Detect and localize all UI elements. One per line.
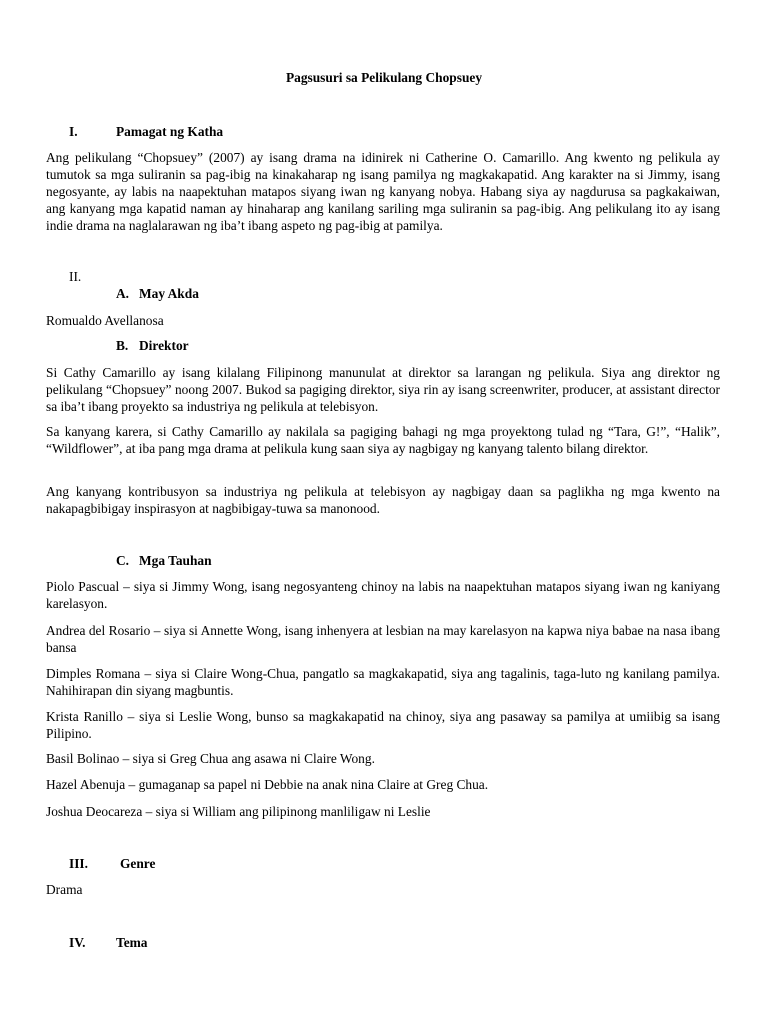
- section-4-heading: Tema: [116, 935, 148, 950]
- subsection-b-heading: Direktor: [139, 338, 189, 353]
- cast-item: Joshua Deocareza – siya si William ang pilipinong manliligaw ni Leslie: [46, 804, 431, 819]
- section-1-heading: Pamagat ng Katha: [116, 124, 224, 139]
- genre-value: Drama: [46, 882, 83, 897]
- section-1-paragraph: Ang pelikulang “Chopsuey” (2007) ay isang drama na idinirek ni Catherine O. Camarillo. Ang kwento ng pelikula ay tumutok sa mga suliranin sa pag-ibig na kinakaharap ng isang pamilya ng magkakapatid. Ang karakter na si Jimmy, isang negosyante, ay labis na naapektuhan matapos siyang iwan ng kanyang nobya. Habang siya ay nagdurusa sa pagkakaiwan, ang kanyang mga kapatid naman ay hinaharap ang kanilang sariling mga suliranin sa pag-ibig. Ang pelikulang ito ay isang indie drama na naglalarawan ng iba’t ibang aspeto ng pag-ibig at pamilya.: [46, 150, 720, 233]
- cast-item: Basil Bolinao – siya si Greg Chua ang asawa ni Claire Wong.: [46, 751, 375, 766]
- director-paragraph-2: Sa kanyang karera, si Cathy Camarillo ay nakilala sa pagiging bahagi ng mga proyektong tulad ng “Tara, G!”, “Halik”, “Wildflower”, at iba pang mga drama at pelikula kung saan siya ay nagbigay ng kanyang talento bilang direktor.: [46, 424, 720, 456]
- subsection-c-heading: Mga Tauhan: [139, 553, 212, 568]
- cast-item: Dimples Romana – siya si Claire Wong-Chua, pangatlo sa magkakapatid, siya ang tagalinis, taga-luto ng kanilang pamilya. Nahihirapan din siyang magbuntis.: [46, 666, 720, 698]
- subsection-b-number: B.: [116, 338, 129, 353]
- document-title: Pagsusuri sa Pelikulang Chopsuey: [285, 70, 483, 85]
- cast-item: Hazel Abenuja – gumaganap sa papel ni Debbie na anak nina Claire at Greg Chua.: [46, 777, 489, 792]
- cast-item: Andrea del Rosario – siya si Annette Wong, isang inhenyera at lesbian na may karelasyon na kapwa niya babae na nasa ibang bansa: [46, 623, 720, 655]
- cast-item: Piolo Pascual – siya si Jimmy Wong, isang negosyanteng chinoy na labis na naapektuhan matapos siyang iwan ng kaniyang karelasyon.: [46, 579, 720, 611]
- director-paragraph-1: Si Cathy Camarillo ay isang kilalang Filipinong manunulat at direktor sa larangan ng pelikula. Siya ang direktor ng pelikulang “Chopsuey” noong 2007. Bukod sa pagiging direktor, siya rin ay isang screenwriter, producer, at assistant director sa iba’t ibang proyekto sa industriya ng pelikula at telebisyon.: [46, 365, 720, 414]
- author-name: Romualdo Avellanosa: [46, 313, 164, 328]
- subsection-a-number: A.: [116, 286, 130, 301]
- section-2-number: II.: [69, 269, 82, 284]
- section-4-number: IV.: [69, 935, 86, 950]
- subsection-c-number: C.: [116, 553, 130, 568]
- subsection-a-heading: May Akda: [139, 286, 199, 301]
- section-3-number: III.: [69, 856, 88, 871]
- cast-item: Krista Ranillo – siya si Leslie Wong, bunso sa magkakapatid na chinoy, siya ang pasaway sa pamilya at umiibig sa isang Pilipino.: [46, 709, 720, 741]
- section-1-number: I.: [69, 124, 78, 139]
- director-paragraph-3: Ang kanyang kontribusyon sa industriya ng pelikula at telebisyon ay nagbigay daan sa paglikha ng mga kwento na nakapagbibigay inspirasyon at nagbibigay-tuwa sa manonood.: [46, 484, 720, 516]
- section-3-heading: Genre: [120, 856, 156, 871]
